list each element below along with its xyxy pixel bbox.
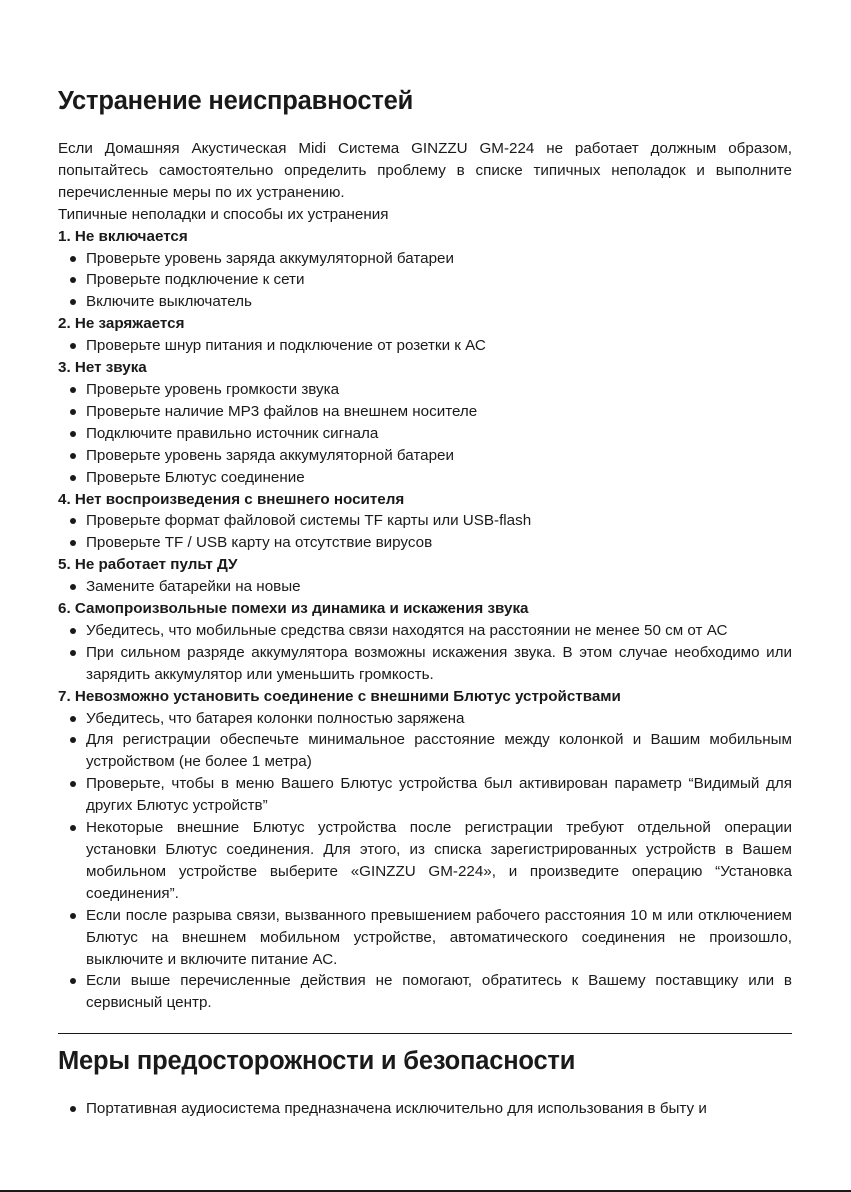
bullet-list: [58, 620, 792, 686]
list-item: Проверьте уровень громкости звука: [58, 379, 792, 401]
section-heading: 1. Не включается: [58, 227, 188, 245]
list-item: Проверьте уровень заряда аккумуляторной батареи: [58, 248, 792, 270]
section-heading: 6. Самопроизвольные помехи из динамика и искажения звука: [58, 600, 529, 618]
list-item: Проверьте TF / USB карту на отсутствие вирусов: [58, 532, 792, 554]
section-heading: 5. Не работает пульт ДУ: [58, 556, 238, 574]
list-item: Некоторые внешние Блютус устройства после регистрации требуют отдельной операции установки Блютус соединения. Для этого, из списка зарегистрированных устройств в Вашем мобильном устройстве выберите «GINZZU GM-224», и произведите операцию “Установка соединения”.: [58, 817, 792, 905]
list-item: Для регистрации обеспечьте минимальное расстояние между колонкой и Вашим мобильным устройством (не более 1 метра): [58, 729, 792, 773]
safety-title: Меры предосторожности и безопасности: [58, 1047, 576, 1075]
section-1: [58, 226, 792, 314]
list-item: Проверьте наличие MP3 файлов на внешнем носителе: [58, 401, 792, 423]
list-item: Проверьте формат файловой системы TF карты или USB-flash: [58, 510, 792, 532]
list-item: Включите выключатель: [58, 291, 792, 313]
list-item: Проверьте подключение к сети: [58, 269, 792, 291]
list-item: Проверьте шнур питания и подключение от розетки к АС: [58, 335, 792, 357]
troubleshooting-section: [58, 138, 792, 1014]
bullet-list: [58, 335, 792, 357]
section-4: [58, 489, 792, 555]
section-divider: [58, 1033, 792, 1034]
section-3: [58, 357, 792, 488]
bullet-list: [58, 708, 792, 1015]
section-heading: 7. Невозможно установить соединение с внешними Блютус устройствами: [58, 687, 621, 705]
subtitle: Типичные неполадки и способы их устранения: [58, 205, 389, 223]
bullet-list: [58, 510, 792, 554]
list-item: Проверьте, чтобы в меню Вашего Блютус устройства был активирован параметр “Видимый для других Блютус устройств”: [58, 773, 792, 817]
bullet-list: [58, 576, 792, 598]
bullet-list: [58, 248, 792, 314]
list-item: Проверьте уровень заряда аккумуляторной батареи: [58, 445, 792, 467]
section-heading: 4. Нет воспроизведения с внешнего носителя: [58, 490, 405, 508]
section-6: [58, 598, 792, 686]
list-item: При сильном разряде аккумулятора возможны искажения звука. В этом случае необходимо или зарядить аккумулятор или уменьшить громкость.: [58, 642, 792, 686]
bullet-list: [58, 379, 792, 489]
section-2: [58, 313, 792, 357]
list-item: Если выше перечисленные действия не помогают, обратитесь к Вашему поставщику или в сервисный центр.: [58, 970, 792, 1014]
section-heading: 3. Нет звука: [58, 359, 147, 377]
section-5: [58, 554, 792, 598]
bullet-list: [58, 1098, 792, 1120]
list-item: Подключите правильно источник сигнала: [58, 423, 792, 445]
list-item: Портативная аудиосистема предназначена исключительно для использования в быту и: [58, 1098, 792, 1120]
intro-paragraph: Если Домашняя Акустическая Midi Система GINZZU GM-224 не работает должным образом, попытайтесь самостоятельно определить проблему в списке типичных неполадок и выполните перечисленные меры по их устранению.: [58, 140, 792, 201]
section-7: [58, 686, 792, 1015]
safety-section: [58, 1098, 792, 1120]
troubleshooting-title: Устранение неисправностей: [58, 87, 414, 115]
list-item: Убедитесь, что батарея колонки полностью заряжена: [58, 708, 792, 730]
section-heading: 2. Не заряжается: [58, 315, 185, 333]
list-item: Замените батарейки на новые: [58, 576, 792, 598]
list-item: Убедитесь, что мобильные средства связи находятся на расстоянии не менее 50 см от АС: [58, 620, 792, 642]
list-item: Если после разрыва связи, вызванного превышением рабочего расстояния 10 м или отключением Блютус на внешнем мобильном устройстве, автоматического соединения не произошло, выключите и включите питание АС.: [58, 905, 792, 971]
list-item: Проверьте Блютус соединение: [58, 467, 792, 489]
